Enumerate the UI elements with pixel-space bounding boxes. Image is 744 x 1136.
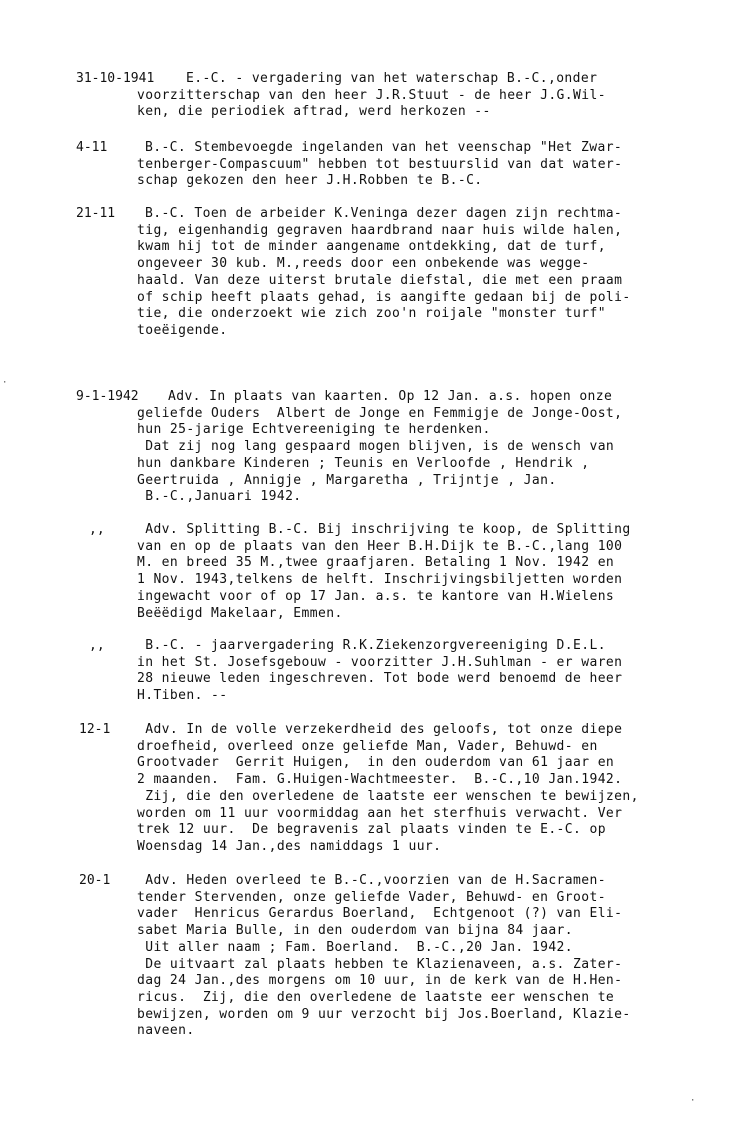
- text-line: hun dankbare Kinderen ; Teunis en Verloofde , Hendrik ,: [137, 455, 590, 471]
- text-line: voorzitterschap van den heer J.R.Stuut - de heer J.G.Wil-: [137, 87, 606, 103]
- entry-date: ,,: [89, 638, 105, 653]
- text-line: B.-C. Stembevoegde ingelanden van het veenschap "Het Zwar-: [145, 140, 623, 155]
- margin-mark: ·: [690, 1096, 696, 1106]
- text-line: H.Tiben. --: [137, 688, 228, 704]
- text-line: bewijzen, worden om 9 uur verzocht bij Jos.Boerland, Klazie-: [137, 1006, 631, 1022]
- text-line: geliefde Ouders Albert de Jonge en Femmigje de Jonge-Oost,: [137, 405, 623, 421]
- text-line: van en op de plaats van den Heer B.H.Dijk te B.-C.,lang 100: [137, 538, 623, 554]
- text-line: Adv. Splitting B.-C. Bij inschrijving te koop, de Splitting: [137, 522, 631, 537]
- entry-date: 31-10-1941: [76, 71, 155, 86]
- entry-date: 21-11: [76, 206, 116, 221]
- entry-text: [137, 71, 606, 121]
- text-line: vader Henricus Gerardus Boerland, Echtgenoot (?) van Eli-: [137, 906, 623, 922]
- text-line: droefheid, overleed onze geliefde Man, Vader, Behuwd- en: [137, 738, 598, 754]
- text-line: toeëigende.: [137, 322, 228, 338]
- entry-text: [137, 522, 631, 622]
- entry-date: ,,: [89, 522, 105, 537]
- entry-text: [137, 722, 639, 856]
- text-line: Adv. In plaats van kaarten. Op 12 Jan. a.s. hopen onze: [168, 389, 613, 404]
- text-line: 2 maanden. Fam. G.Huigen-Wachtmeester. B.-C.,10 Jan.1942.: [137, 772, 623, 788]
- margin-mark: ·: [2, 378, 8, 388]
- text-line: ken, die periodiek aftrad, werd herkozen --: [137, 104, 491, 120]
- text-line: tenberger-Compascuum" hebben tot bestuurslid van dat water-: [137, 156, 623, 172]
- entry-text: [137, 140, 622, 190]
- text-line: in het St. Josefsgebouw - voorzitter J.H.Suhlman - er waren: [137, 654, 623, 670]
- text-line: worden om 11 uur voormiddag aan het sterfhuis verwacht. Ver: [137, 805, 623, 821]
- text-line: trek 12 uur. De begravenis zal plaats vinden te E.-C. op: [137, 822, 606, 838]
- text-line: Uit aller naam ; Fam. Boerland. B.-C.,20 Jan. 1942.: [137, 939, 574, 955]
- text-line: sabet Maria Bulle, in den ouderdom van bijna 84 jaar.: [137, 923, 574, 939]
- entry-date: 4-11: [76, 140, 108, 155]
- text-line: haald. Van deze uiterst brutale diefstal, die met een praam: [137, 272, 623, 288]
- text-line: Woensdag 14 Jan.,des namiddags 1 uur.: [137, 838, 442, 854]
- entry-text: [137, 873, 631, 1040]
- text-line: Geertruida , Annigje , Margaretha , Trijntje , Jan.: [137, 472, 557, 488]
- text-line: tender Stervenden, onze geliefde Vader, Behuwd- en Groot-: [137, 889, 606, 905]
- text-line: E.-C. - vergadering van het waterschap B.-C.,onder: [186, 71, 598, 86]
- entry-date: 9-1-1942: [76, 389, 139, 404]
- text-line: B.-C. Toen de arbeider K.Veninga dezer dagen zijn rechtma-: [145, 206, 623, 221]
- text-line: B.-C. - jaarvergadering R.K.Ziekenzorgvereeniging D.E.L.: [137, 638, 606, 653]
- entry-date: 20-1: [79, 873, 111, 888]
- entry-text: [137, 638, 622, 705]
- text-line: ricus. Zij, die den overledene de laatste eer wenschen te: [137, 989, 615, 1005]
- text-line: 1 Nov. 1943,telkens de helft. Inschrijvingsbiljetten worden: [137, 572, 623, 588]
- text-line: 28 nieuwe leden ingeschreven. Tot bode werd benoemd de heer: [137, 671, 623, 687]
- entry-text: [137, 389, 622, 506]
- entry-date: 12-1: [79, 722, 111, 737]
- text-line: ongeveer 30 kub. M.,reeds door een onbekende was wegge-: [137, 256, 590, 272]
- text-line: B.-C.,Januari 1942.: [137, 489, 302, 505]
- entry-text: [137, 206, 631, 340]
- text-line: Adv. Heden overleed te B.-C.,voorzien van de H.Sacramen-: [137, 873, 606, 888]
- text-line: M. en breed 35 M.,twee graafjaren. Betaling 1 Nov. 1942 en: [137, 555, 615, 571]
- text-line: of schip heeft plaats gehad, is aangifte gedaan bij de poli-: [137, 289, 631, 305]
- text-line: kwam hij tot de minder aangename ontdekking, dat de turf,: [137, 239, 606, 255]
- text-line: tig, eigenhandig gegraven haardbrand naar huis wilde halen,: [137, 222, 623, 238]
- text-line: dag 24 Jan.,des morgens om 10 uur, in de kerk van de H.Hen-: [137, 973, 623, 989]
- text-line: Grootvader Gerrit Huigen, in den ouderdom van 61 jaar en: [137, 755, 615, 771]
- text-line: tie, die onderzoekt wie zich zoo'n roijale "monster turf": [137, 306, 606, 322]
- text-line: Beëëdigd Makelaar, Emmen.: [137, 605, 343, 621]
- text-line: Zij, die den overledene de laatste eer wenschen te bewijzen,: [137, 788, 639, 804]
- text-line: schap gekozen den heer J.H.Robben te B.-C.: [137, 173, 483, 189]
- text-line: Adv. In de volle verzekerdheid des geloofs, tot onze diepe: [137, 722, 623, 737]
- text-line: hun 25-jarige Echtvereeniging te herdenken.: [137, 422, 491, 438]
- text-line: De uitvaart zal plaats hebben te Klazienaveen, a.s. Zater-: [137, 956, 623, 972]
- text-line: naveen.: [137, 1023, 195, 1039]
- text-line: ingewacht voor of op 17 Jan. a.s. te kantore van H.Wielens: [137, 588, 615, 604]
- text-line: Dat zij nog lang gespaard mogen blijven, is de wensch van: [137, 439, 615, 455]
